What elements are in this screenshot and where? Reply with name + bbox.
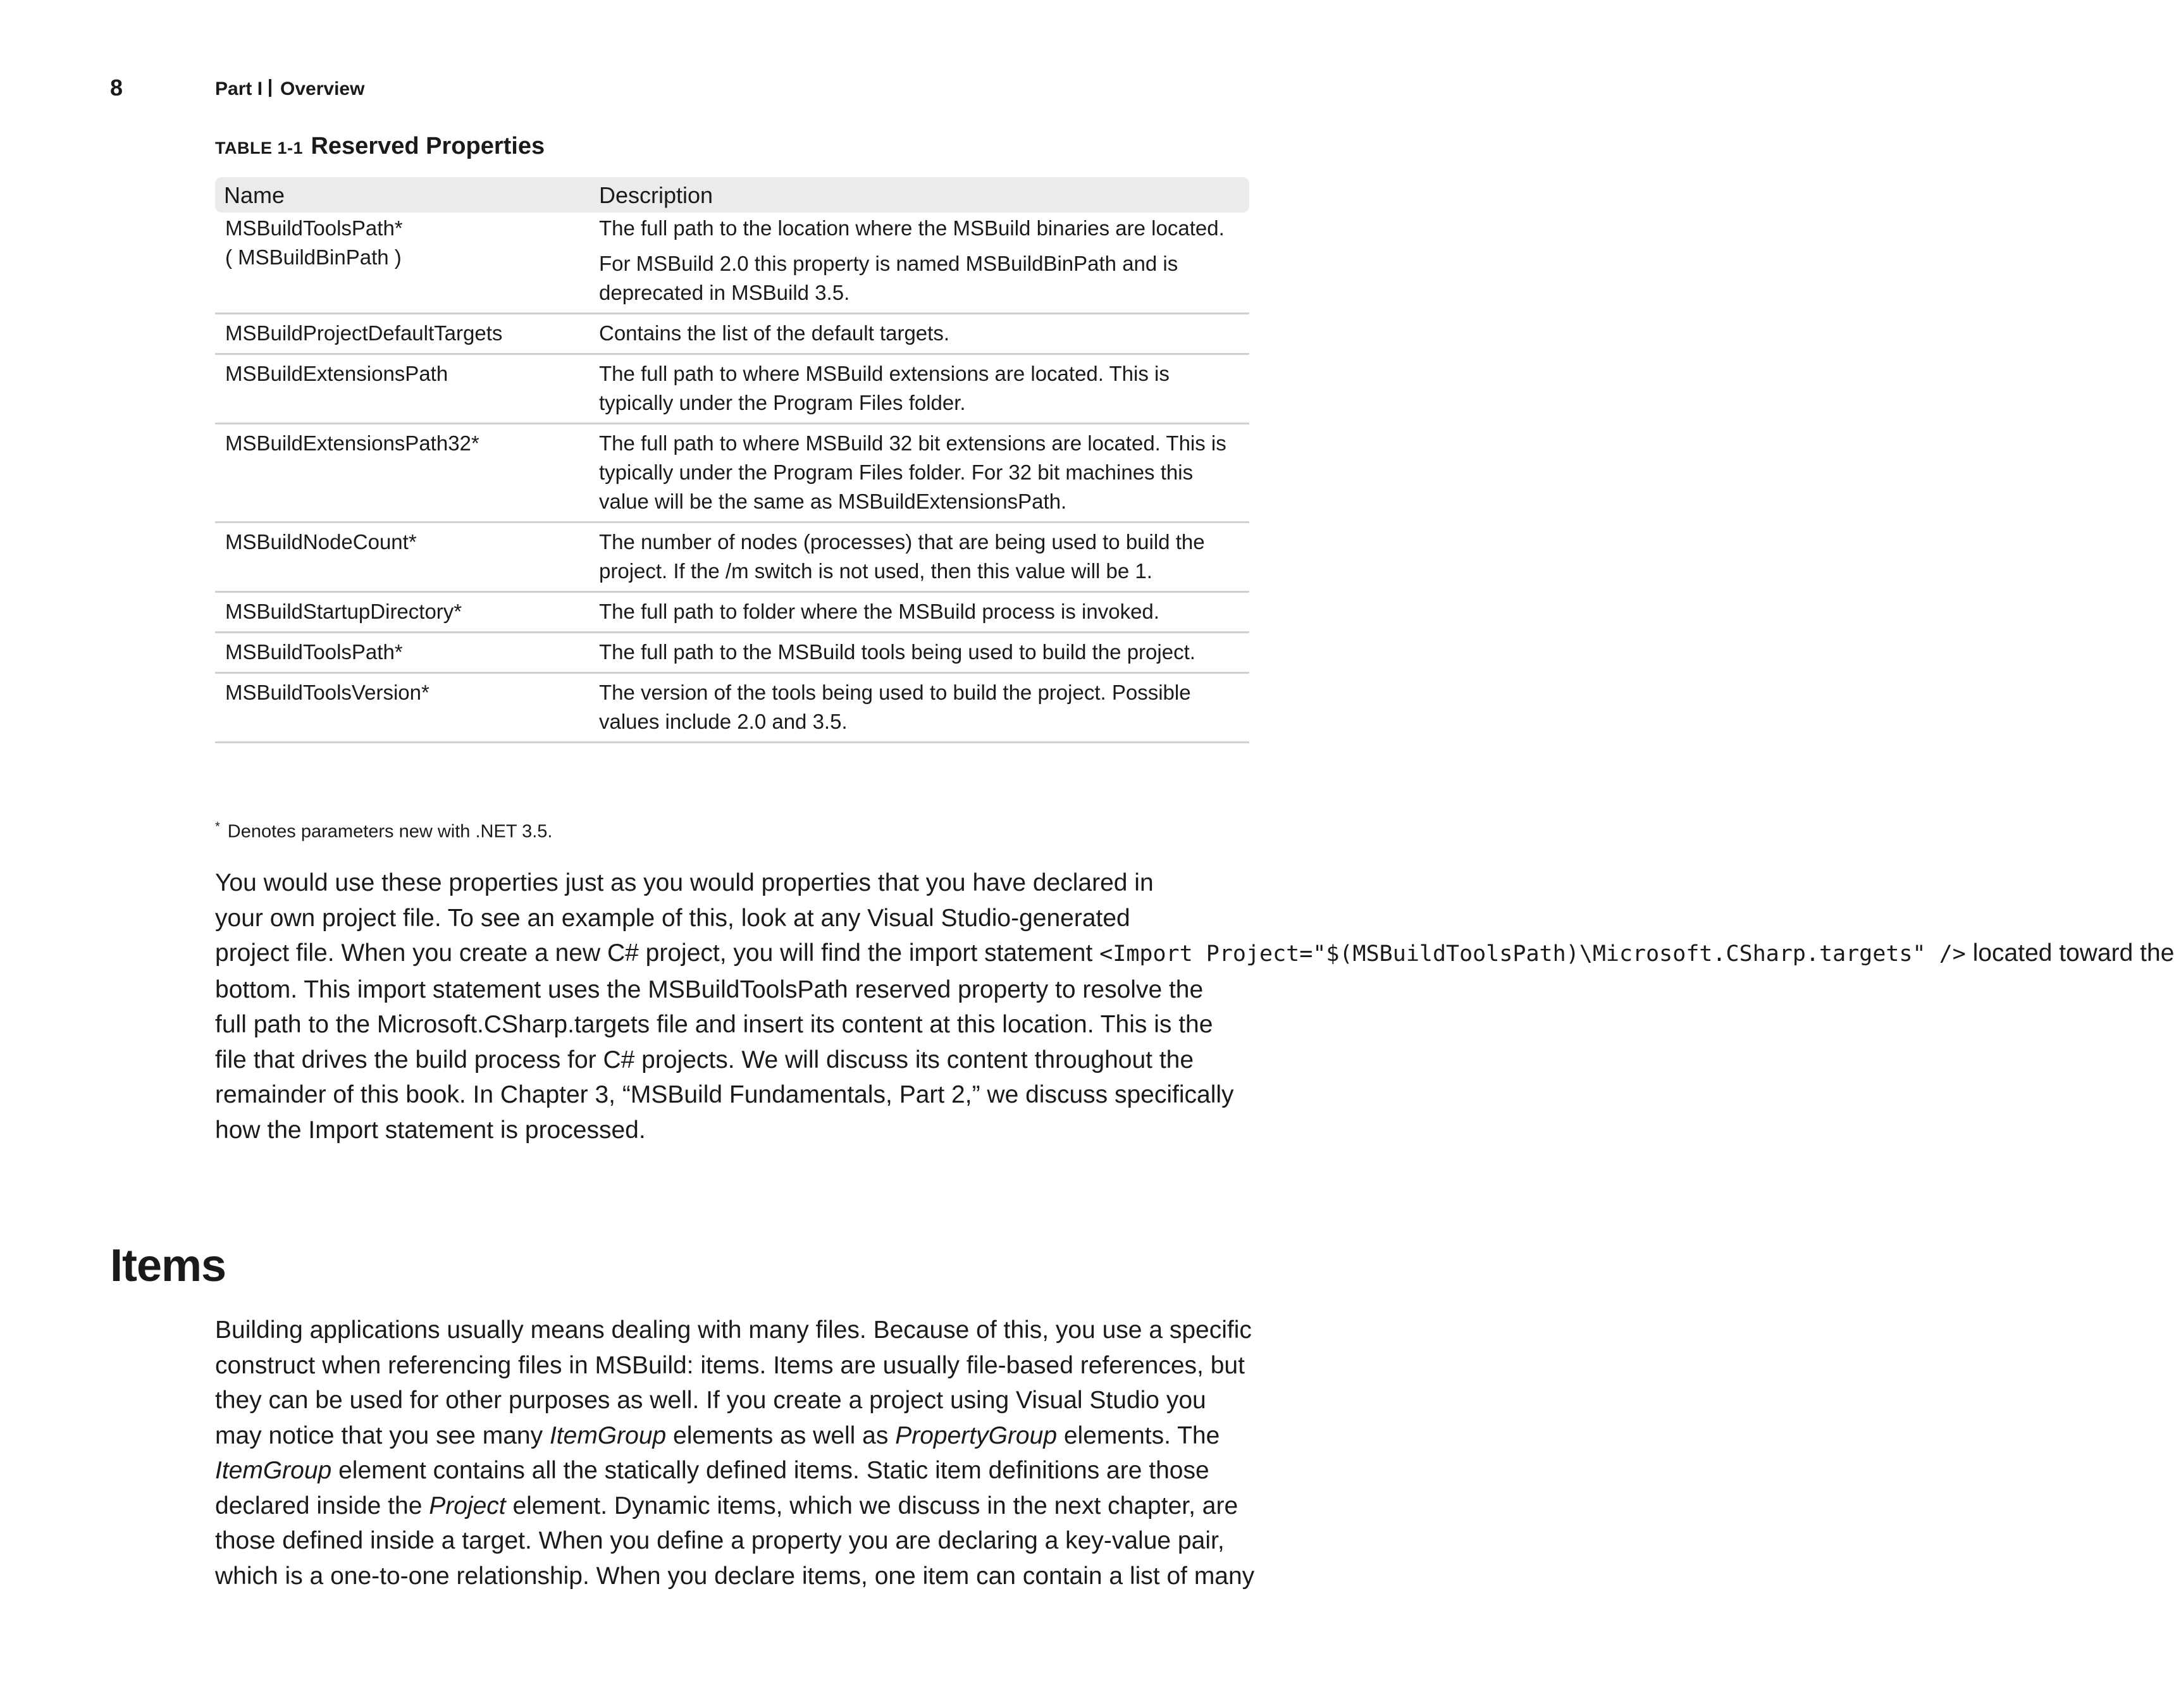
reserved-properties-table bbox=[215, 177, 1249, 743]
table-row bbox=[215, 523, 1249, 592]
table-footnote: * Denotes parameters new with .NET 3.5. bbox=[215, 820, 553, 842]
property-description: The full path to where MSBuild 32 bit extensions are located. This is typically under the Program Files folder. For 32 bit machines this value will be the same as MSBuildExtensionsPath. bbox=[590, 424, 1249, 523]
section-heading-items: Items bbox=[110, 1241, 226, 1291]
page-number: 8 bbox=[110, 75, 123, 101]
property-name: MSBuildToolsPath* ( MSBuildBinPath ) bbox=[215, 213, 590, 314]
table-row bbox=[215, 673, 1249, 743]
column-header-name: Name bbox=[215, 177, 590, 213]
table-title: Reserved Properties bbox=[311, 133, 545, 159]
property-description: The version of the tools being used to build the project. Possible values include 2.0 and 3.5. bbox=[590, 673, 1249, 743]
footnote-marker: * bbox=[215, 820, 220, 834]
section-label: Overview bbox=[280, 78, 365, 99]
table-row bbox=[215, 354, 1249, 424]
property-name: MSBuildToolsVersion* bbox=[215, 673, 590, 743]
property-name: MSBuildExtensionsPath32* bbox=[215, 424, 590, 523]
property-description: The number of nodes (processes) that are being used to build the project. If the /m switch is not used, then this value will be 1. bbox=[590, 523, 1249, 592]
property-description: Contains the list of the default targets. bbox=[590, 314, 1249, 354]
property-alias: ( MSBuildBinPath ) bbox=[225, 245, 402, 269]
part-label: Part I Overview bbox=[215, 78, 365, 99]
paragraph-reserved-properties: You would use these properties just as you would properties that you have declared in your own project file. To see an example of this, look at any Visual Studio-generated project file. When you create a new C# project, you will find the import statement <Import Project="$(MSBuildToolsPath)\Microsoft.CSharp.targets" /> located toward the bottom. This import statement uses the MSBuildToolsPath reserved property to resolve the full path to the Microsoft.CSharp.targets file and insert its content at this location. This is the file that drives the build process for C# projects. We will discuss its content throughout the remainder of this book. In Chapter 3, “MSBuild Fundamentals, Part 2,” we discuss specifically how the Import statement is processed. bbox=[215, 869, 2174, 1144]
table-row bbox=[215, 592, 1249, 633]
property-description: The full path to the location where the MSBuild binaries are located. For MSBuild 2.0 this property is named MSBuildBinPath and is deprecated in MSBuild 3.5. bbox=[590, 213, 1249, 314]
import-code: <Import Project="$(MSBuildToolsPath)\Microsoft.CSharp.targets" /> bbox=[1099, 941, 1966, 967]
property-note: For MSBuild 2.0 this property is named MSBuildBinPath and is deprecated in MSBuild 3.5. bbox=[599, 252, 1178, 304]
property-description: The full path to the MSBuild tools being used to build the project. bbox=[590, 633, 1249, 673]
property-name: MSBuildStartupDirectory* bbox=[215, 592, 590, 633]
header-separator bbox=[269, 79, 271, 97]
table-caption bbox=[215, 133, 545, 160]
table-label: TABLE 1-1 bbox=[215, 139, 304, 158]
property-description: The full path to where MSBuild extensions are located. This is typically under the Program Files folder. bbox=[590, 354, 1249, 424]
property-name: MSBuildNodeCount* bbox=[215, 523, 590, 592]
property-name: MSBuildExtensionsPath bbox=[215, 354, 590, 424]
column-header-description: Description bbox=[590, 177, 1249, 213]
table-row bbox=[215, 633, 1249, 673]
property-name: MSBuildProjectDefaultTargets bbox=[215, 314, 590, 354]
table-row bbox=[215, 314, 1249, 354]
table-row bbox=[215, 424, 1249, 523]
property-name: MSBuildToolsPath* bbox=[215, 633, 590, 673]
table-row bbox=[215, 213, 1249, 314]
table-header-row bbox=[215, 177, 1249, 213]
property-description: The full path to folder where the MSBuild process is invoked. bbox=[590, 592, 1249, 633]
paragraph-items: Building applications usually means dealing with many files. Because of this, you use a specific construct when referencing files in MSBuild: items. Items are usually file-based references, but they can be used for other purposes as well. If you create a project using Visual Studio you may notice that you see many ItemGroup elements as well as PropertyGroup elements. The ItemGroup element contains all the statically defined items. Static item definitions are those declared inside the Project element. Dynamic items, which we discuss in the next chapter, are those defined inside a target. When you define a property you are declaring a key-value pair, which is a one-to-one relationship. When you declare items, one item can contain a list of many bbox=[215, 1316, 1255, 1590]
